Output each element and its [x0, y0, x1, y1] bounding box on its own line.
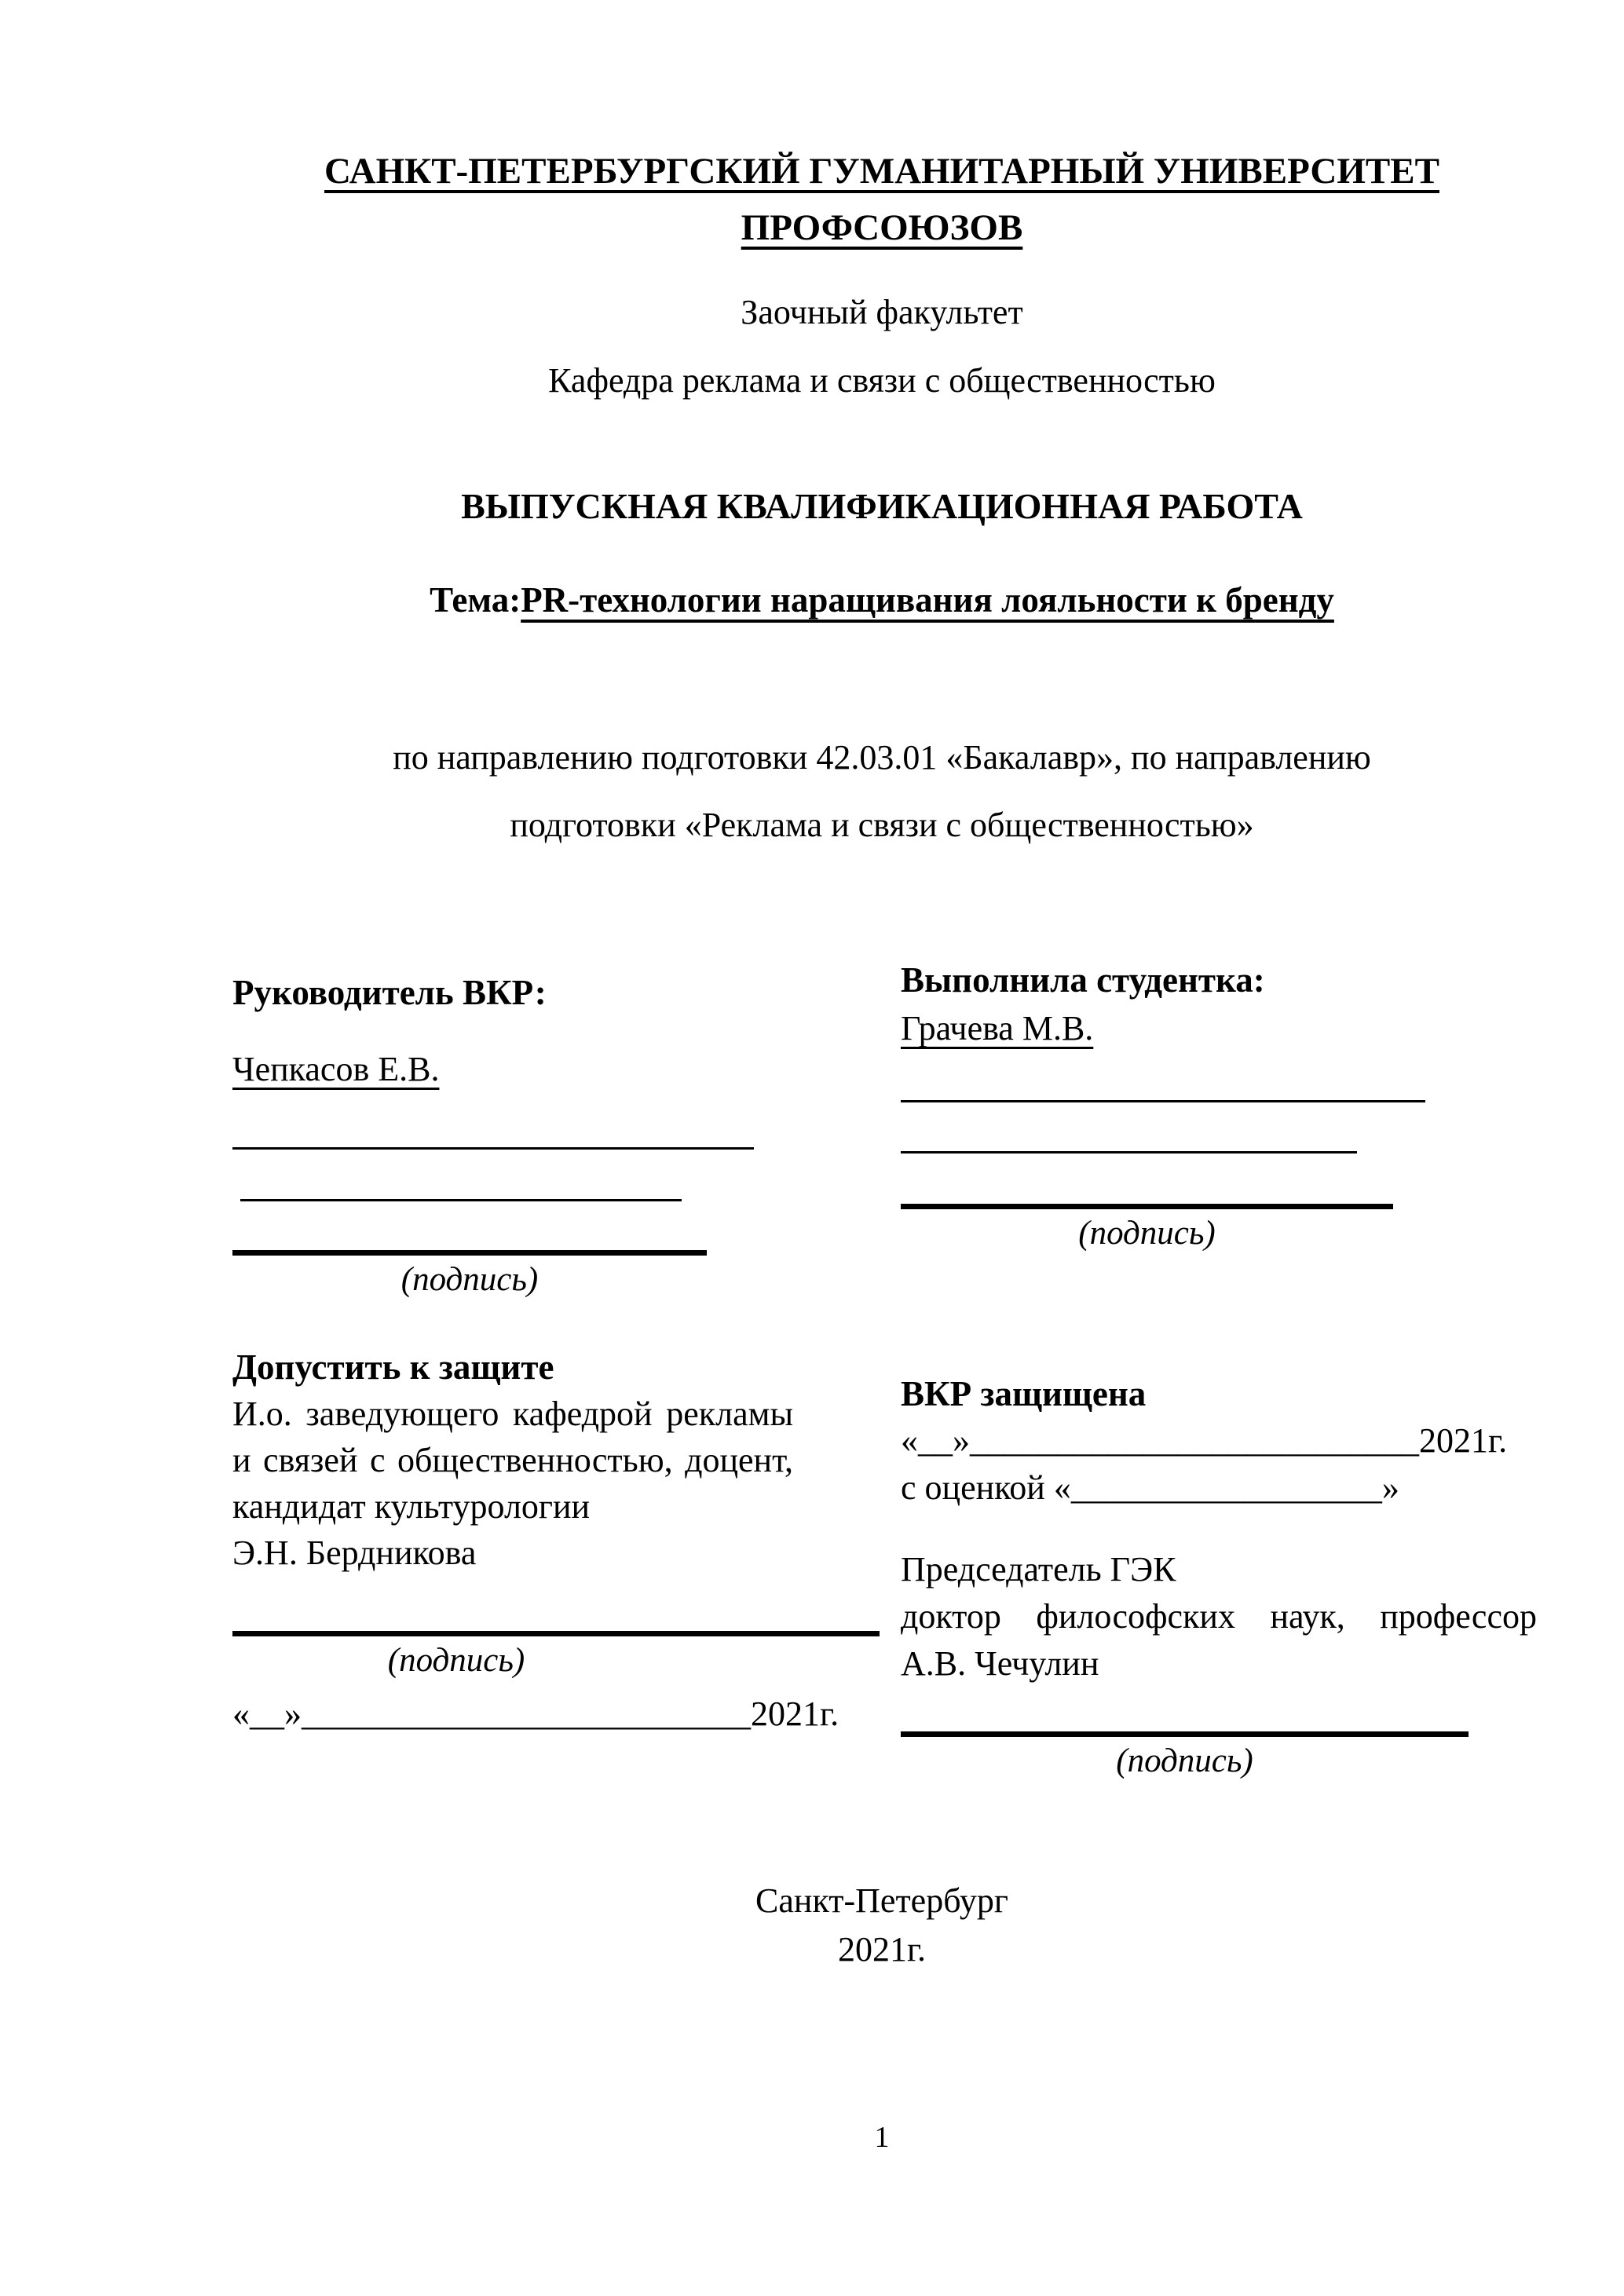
- university-name-line2: ПРОФСОЮЗОВ: [741, 207, 1023, 248]
- supervisor-name: Чепкасов Е.В.: [232, 1050, 440, 1088]
- theme-line: [232, 579, 1531, 620]
- supervisor-heading: Руководитель ВКР:: [232, 973, 547, 1012]
- defense-signature-line: [901, 1731, 1469, 1737]
- defense-heading: ВКР защищена: [901, 1374, 1147, 1413]
- defense-grade-line: с оценкой «__________________»: [901, 1468, 1399, 1507]
- direction-line2: подготовки «Реклама и связи с общественностью»: [510, 806, 1254, 844]
- chair-title: Председатель ГЭК: [901, 1550, 1176, 1589]
- university-name-line1: САНКТ-ПЕТЕРБУРГСКИЙ ГУМАНИТАРНЫЙ УНИВЕРСИТЕТ: [324, 151, 1439, 192]
- footer-city: Санкт-Петербург: [755, 1881, 1008, 1920]
- student-blank-line-2: [901, 1151, 1357, 1153]
- admission-body: И.о. заведующего кафедрой рекламы и связей с общественностью, доцент, кандидат культурологии: [232, 1395, 793, 1526]
- supervisor-signature-caption: (подпись): [401, 1261, 539, 1298]
- student-signature-line: [901, 1204, 1393, 1209]
- theme-label: Тема:: [430, 580, 521, 620]
- theme-text: PR-технологии наращивания лояльности к бренду: [521, 580, 1334, 620]
- admission-name: Э.Н. Бердникова: [232, 1534, 477, 1572]
- defense-date-line: «__»__________________________2021г.: [901, 1421, 1508, 1460]
- admission-signature-caption: (подпись): [387, 1642, 525, 1679]
- student-blank-line-1: [901, 1100, 1425, 1102]
- student-heading: Выполнила студентка:: [901, 960, 1265, 1000]
- student-block: [901, 960, 1568, 1252]
- admission-block: [232, 1344, 884, 1734]
- work-type-title: ВЫПУСКНАЯ КВАЛИФИКАЦИОННАЯ РАБОТА: [461, 486, 1303, 526]
- admission-date-line: «__»__________________________2021г.: [232, 1695, 839, 1733]
- supervisor-signature-line: [232, 1250, 707, 1256]
- faculty-name: Заочный факультет: [741, 293, 1023, 331]
- direction-block: [232, 724, 1531, 859]
- admission-heading: Допустить к защите: [232, 1347, 554, 1387]
- student-name: Грачева М.В.: [901, 1009, 1094, 1047]
- page-number: 1: [874, 2121, 890, 2154]
- footer-block: [232, 1877, 1531, 1974]
- supervisor-blank-line-1: [232, 1147, 754, 1150]
- supervisor-block: [232, 972, 884, 1299]
- student-signature-caption: (подпись): [1078, 1215, 1216, 1252]
- defense-block: [901, 1370, 1537, 1780]
- direction-line1: по направлению подготовки 42.03.01 «Бакалавр», по направлению: [393, 738, 1371, 777]
- footer-year: 2021г.: [837, 1930, 927, 1969]
- admission-signature-line: [232, 1631, 880, 1636]
- supervisor-blank-line-2: [240, 1199, 682, 1201]
- chair-name: А.В. Чечулин: [901, 1644, 1099, 1683]
- department-name: Кафедра реклама и связи с общественностью: [548, 361, 1216, 400]
- university-header: [232, 143, 1531, 400]
- chair-degree: доктор философских наук, профессор: [901, 1597, 1537, 1636]
- defense-signature-caption: (подпись): [1116, 1742, 1253, 1779]
